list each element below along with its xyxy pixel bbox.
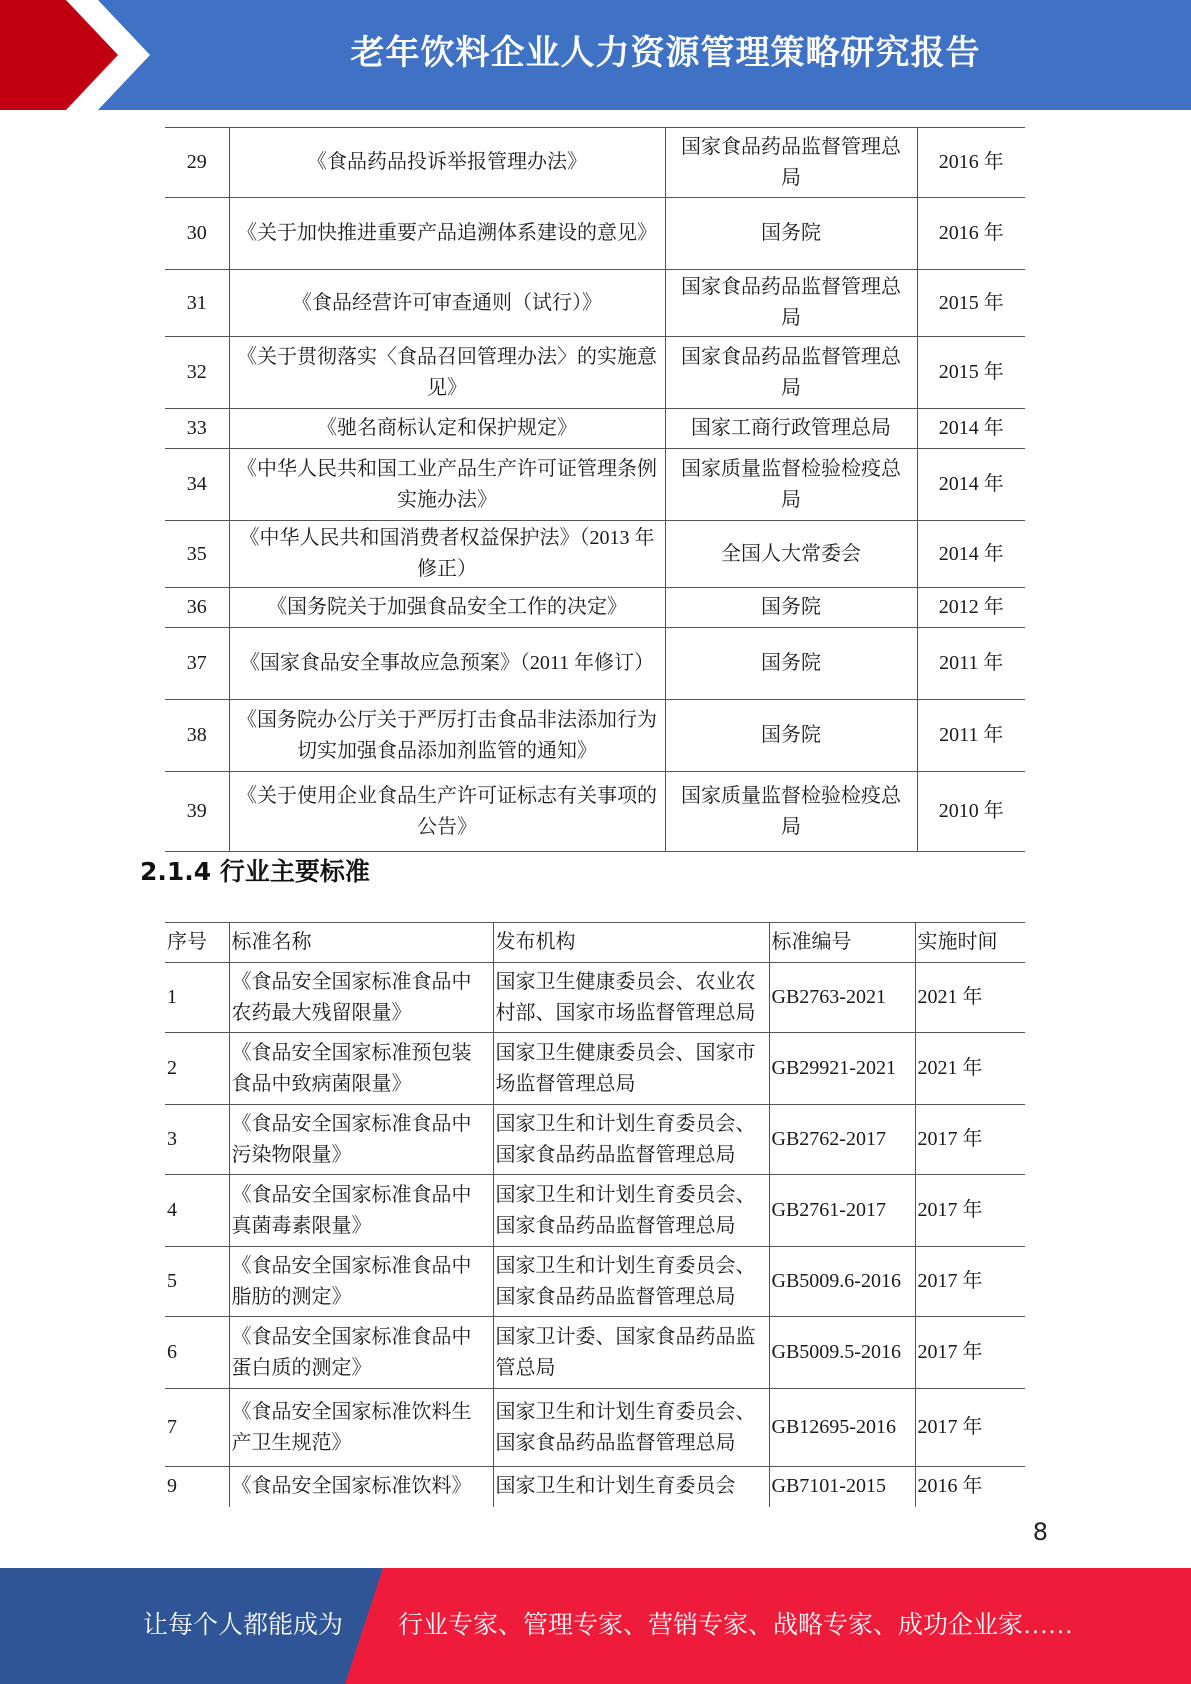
regulation-name: 《关于加快推进重要产品追溯体系建设的意见》 bbox=[229, 198, 665, 270]
regulation-name: 《食品经营许可审查通则（试行）》 bbox=[229, 270, 665, 337]
standard-row bbox=[165, 963, 1025, 1033]
standard-code: GB29921-2021 bbox=[769, 1033, 915, 1105]
regulation-year: 2012 年 bbox=[917, 588, 1025, 628]
regulation-issuer: 全国人大常委会 bbox=[665, 521, 917, 588]
standard-date: 2017 年 bbox=[915, 1389, 1025, 1467]
header-arrow-decoration bbox=[0, 0, 150, 110]
regulation-name: 《国务院办公厅关于严厉打击食品非法添加行为切实加强食品添加剂监管的通知》 bbox=[229, 700, 665, 772]
standard-issuer: 国家卫生健康委员会、国家市场监督管理总局 bbox=[493, 1033, 769, 1105]
page-number: 8 bbox=[1032, 1518, 1048, 1546]
standards-table bbox=[165, 922, 1025, 1507]
standard-row bbox=[165, 1389, 1025, 1467]
standard-date: 2021 年 bbox=[915, 1033, 1025, 1105]
standard-issuer: 国家卫计委、国家食品药品监管总局 bbox=[493, 1317, 769, 1389]
regulations-table bbox=[165, 127, 1025, 852]
regulation-year: 2015 年 bbox=[917, 337, 1025, 409]
standard-code: GB2762-2017 bbox=[769, 1105, 915, 1175]
standard-issuer: 国家卫生和计划生育委员会、国家食品药品监督管理总局 bbox=[493, 1175, 769, 1247]
standard-row bbox=[165, 1105, 1025, 1175]
regulation-issuer: 国务院 bbox=[665, 700, 917, 772]
regulation-no: 35 bbox=[165, 521, 229, 588]
standard-issuer: 国家卫生和计划生育委员会 bbox=[493, 1467, 769, 1507]
standard-date: 2016 年 bbox=[915, 1467, 1025, 1507]
regulation-no: 29 bbox=[165, 128, 229, 198]
regulation-row bbox=[165, 409, 1025, 449]
regulation-row bbox=[165, 772, 1025, 852]
regulation-no: 39 bbox=[165, 772, 229, 852]
standard-row bbox=[165, 1175, 1025, 1247]
standard-code: GB5009.5-2016 bbox=[769, 1317, 915, 1389]
header-cell-name: 标准名称 bbox=[229, 923, 493, 963]
regulation-name: 《国家食品安全事故应急预案》（2011 年修订） bbox=[229, 628, 665, 700]
standard-date: 2021 年 bbox=[915, 963, 1025, 1033]
standard-row bbox=[165, 1317, 1025, 1389]
standard-issuer: 国家卫生和计划生育委员会、国家食品药品监督管理总局 bbox=[493, 1247, 769, 1317]
standard-name: 《食品安全国家标准饮料》 bbox=[229, 1467, 493, 1507]
regulation-name: 《中华人民共和国工业产品生产许可证管理条例实施办法》 bbox=[229, 449, 665, 521]
regulation-year: 2014 年 bbox=[917, 409, 1025, 449]
regulation-issuer: 国家质量监督检验检疫总局 bbox=[665, 772, 917, 852]
regulation-name: 《驰名商标认定和保护规定》 bbox=[229, 409, 665, 449]
regulation-year: 2010 年 bbox=[917, 772, 1025, 852]
standard-row bbox=[165, 1467, 1025, 1507]
regulation-row bbox=[165, 628, 1025, 700]
regulation-no: 34 bbox=[165, 449, 229, 521]
regulation-issuer: 国家食品药品监督管理总局 bbox=[665, 337, 917, 409]
standard-code: GB5009.6-2016 bbox=[769, 1247, 915, 1317]
regulation-no: 38 bbox=[165, 700, 229, 772]
standard-name: 《食品安全国家标准食品中农药最大残留限量》 bbox=[229, 963, 493, 1033]
page-footer bbox=[0, 1568, 1191, 1684]
regulation-name: 《中华人民共和国消费者权益保护法》（2013 年修正） bbox=[229, 521, 665, 588]
standard-issuer: 国家卫生和计划生育委员会、国家食品药品监督管理总局 bbox=[493, 1389, 769, 1467]
regulation-year: 2016 年 bbox=[917, 198, 1025, 270]
regulation-issuer: 国务院 bbox=[665, 628, 917, 700]
standard-no: 1 bbox=[165, 963, 229, 1033]
standard-no: 6 bbox=[165, 1317, 229, 1389]
standard-no: 4 bbox=[165, 1175, 229, 1247]
regulation-year: 2014 年 bbox=[917, 449, 1025, 521]
regulation-issuer: 国家食品药品监督管理总局 bbox=[665, 270, 917, 337]
regulation-name: 《国务院关于加强食品安全工作的决定》 bbox=[229, 588, 665, 628]
standard-date: 2017 年 bbox=[915, 1317, 1025, 1389]
header-cell-no: 序号 bbox=[165, 923, 229, 963]
regulation-row bbox=[165, 521, 1025, 588]
regulation-issuer: 国家食品药品监督管理总局 bbox=[665, 128, 917, 198]
regulation-name: 《食品药品投诉举报管理办法》 bbox=[229, 128, 665, 198]
regulation-year: 2014 年 bbox=[917, 521, 1025, 588]
regulation-row bbox=[165, 198, 1025, 270]
page-header bbox=[0, 0, 1191, 110]
regulation-no: 31 bbox=[165, 270, 229, 337]
standard-date: 2017 年 bbox=[915, 1105, 1025, 1175]
regulation-row bbox=[165, 128, 1025, 198]
regulation-no: 36 bbox=[165, 588, 229, 628]
regulation-name: 《关于贯彻落实〈食品召回管理办法〉的实施意见》 bbox=[229, 337, 665, 409]
standard-date: 2017 年 bbox=[915, 1247, 1025, 1317]
standard-issuer: 国家卫生和计划生育委员会、国家食品药品监督管理总局 bbox=[493, 1105, 769, 1175]
regulation-no: 32 bbox=[165, 337, 229, 409]
regulation-name: 《关于使用企业食品生产许可证标志有关事项的公告》 bbox=[229, 772, 665, 852]
regulation-year: 2016 年 bbox=[917, 128, 1025, 198]
regulation-row bbox=[165, 700, 1025, 772]
regulation-no: 37 bbox=[165, 628, 229, 700]
regulation-year: 2011 年 bbox=[917, 628, 1025, 700]
regulation-no: 33 bbox=[165, 409, 229, 449]
header-cell-code: 标准编号 bbox=[769, 923, 915, 963]
regulation-year: 2015 年 bbox=[917, 270, 1025, 337]
standard-name: 《食品安全国家标准食品中蛋白质的测定》 bbox=[229, 1317, 493, 1389]
standard-no: 3 bbox=[165, 1105, 229, 1175]
standard-code: GB2763-2021 bbox=[769, 963, 915, 1033]
standard-date: 2017 年 bbox=[915, 1175, 1025, 1247]
standard-name: 《食品安全国家标准食品中真菌毒素限量》 bbox=[229, 1175, 493, 1247]
standard-row bbox=[165, 1033, 1025, 1105]
header-cell-issuer: 发布机构 bbox=[493, 923, 769, 963]
regulation-row bbox=[165, 270, 1025, 337]
standard-no: 7 bbox=[165, 1389, 229, 1467]
standard-row bbox=[165, 1247, 1025, 1317]
regulation-row bbox=[165, 588, 1025, 628]
report-title: 老年饮料企业人力资源管理策略研究报告 bbox=[350, 33, 981, 73]
standard-name: 《食品安全国家标准食品中脂肪的测定》 bbox=[229, 1247, 493, 1317]
footer-slogan-right: 行业专家、管理专家、营销专家、战略专家、成功企业家…… bbox=[398, 1612, 1074, 1639]
section-heading: 2.1.4 行业主要标准 bbox=[140, 857, 370, 886]
regulation-issuer: 国家质量监督检验检疫总局 bbox=[665, 449, 917, 521]
standard-code: GB7101-2015 bbox=[769, 1467, 915, 1507]
standard-no: 9 bbox=[167, 1475, 177, 1498]
footer-slogan-left: 让每个人都能成为 bbox=[143, 1612, 344, 1639]
standard-code: GB12695-2016 bbox=[769, 1389, 915, 1467]
header-cell-date: 实施时间 bbox=[915, 923, 1025, 963]
regulation-row bbox=[165, 337, 1025, 409]
standard-no: 2 bbox=[165, 1033, 229, 1105]
regulation-row bbox=[165, 449, 1025, 521]
regulation-year: 2011 年 bbox=[917, 700, 1025, 772]
standard-code: GB2761-2017 bbox=[769, 1175, 915, 1247]
regulation-issuer: 国务院 bbox=[665, 198, 917, 270]
standard-no: 5 bbox=[165, 1247, 229, 1317]
regulation-issuer: 国家工商行政管理总局 bbox=[665, 409, 917, 449]
standard-issuer: 国家卫生健康委员会、农业农村部、国家市场监督管理总局 bbox=[493, 963, 769, 1033]
standard-name: 《食品安全国家标准食品中污染物限量》 bbox=[229, 1105, 493, 1175]
regulation-no: 30 bbox=[165, 198, 229, 270]
standard-name: 《食品安全国家标准预包装食品中致病菌限量》 bbox=[229, 1033, 493, 1105]
standards-header-row bbox=[165, 923, 1025, 963]
standard-name: 《食品安全国家标准饮料生产卫生规范》 bbox=[229, 1389, 493, 1467]
regulation-issuer: 国务院 bbox=[665, 588, 917, 628]
